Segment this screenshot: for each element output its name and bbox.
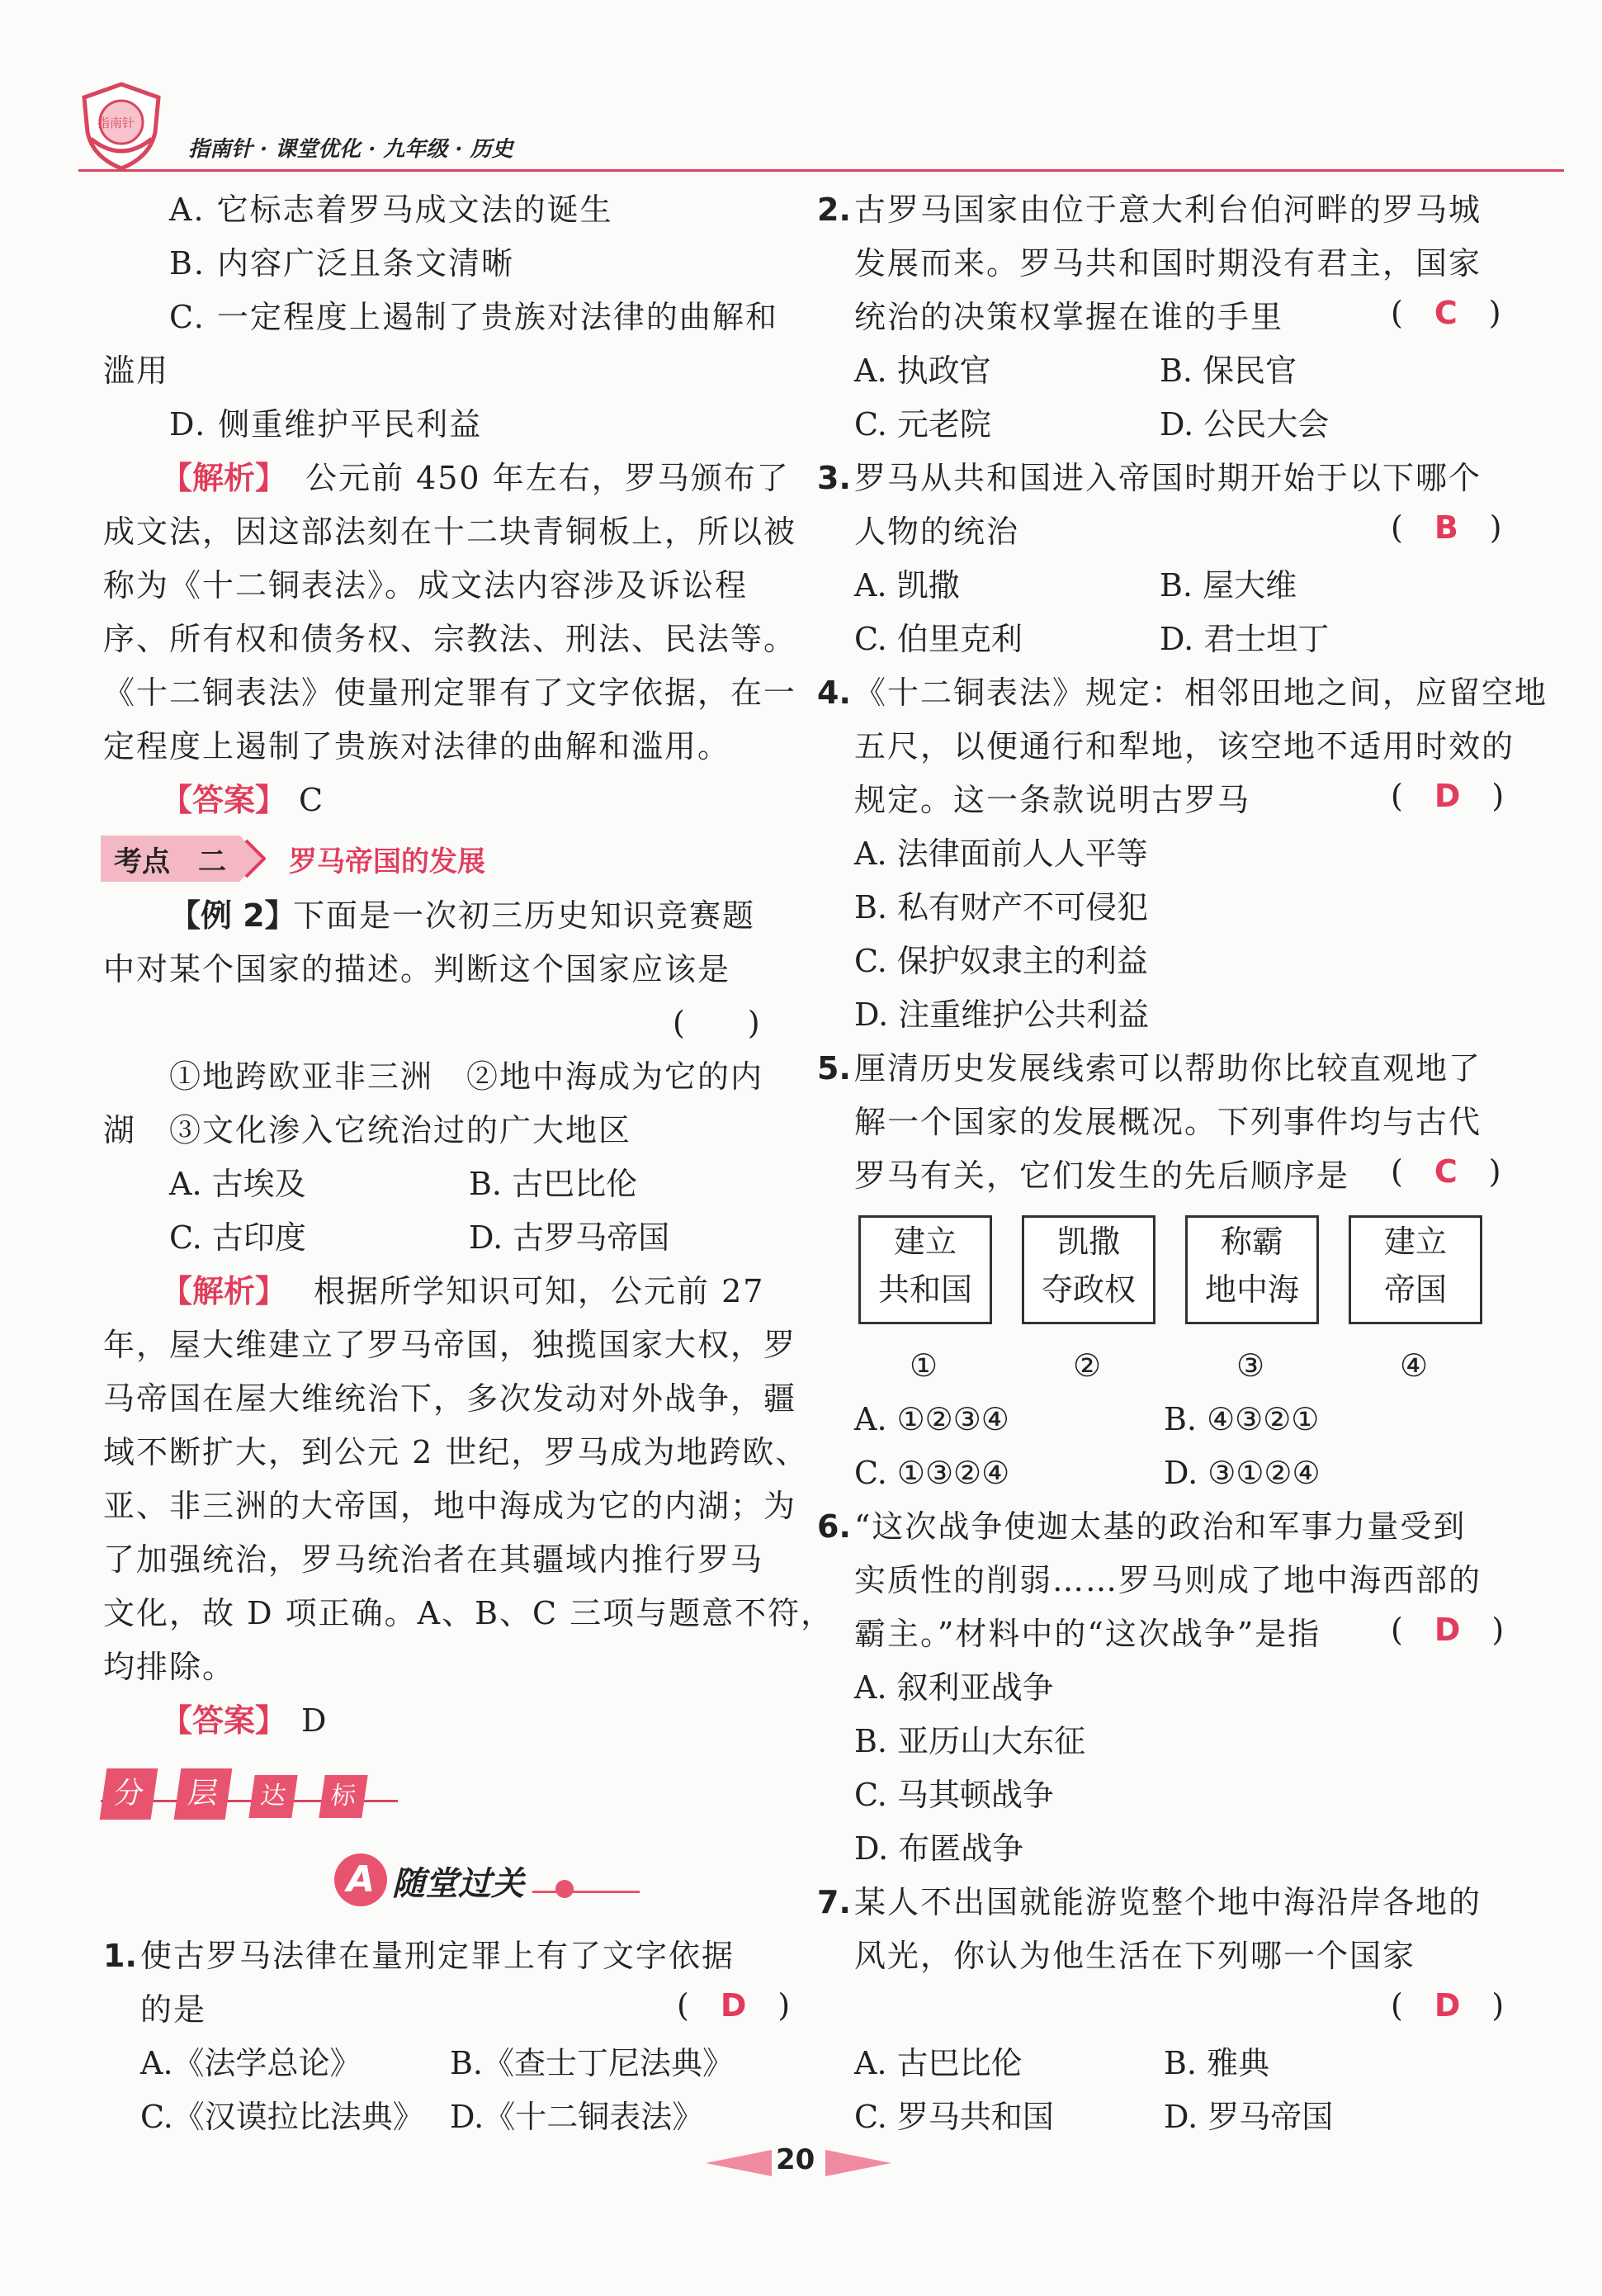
q6-line: 实质性的削弱……罗马则成了地中海西部的 [854,1562,1482,1598]
prev-option-c: C. 一定程度上遏制了贵族对法律的曲解和 [169,299,778,335]
q5-option-b: B. ④③②① [1164,1401,1320,1437]
q5-option-a: A. ①②③④ [854,1401,1009,1437]
q4-number: 4. [817,675,851,711]
timeline-box-line: 地中海 [1204,1271,1299,1308]
timeline-box-line: 共和国 [877,1271,972,1308]
q2-option-b: B. 保民官 [1160,353,1297,389]
q5-answer: C [1434,1153,1458,1190]
q2-answer-paren: ( C ) [1391,295,1501,331]
q7-line: 某人不出国就能游览整个地中海沿岸各地的 [854,1884,1482,1920]
q1-answer: D [720,1987,747,2024]
page-number: 20 [776,2143,815,2176]
tier-char: 标 [319,1775,367,1818]
q3-line: 人物的统治 [854,514,1020,550]
q3-answer-paren: ( B ) [1391,509,1502,546]
q5-line: 厘清历史发展线索可以帮助你比较直观地了 [854,1050,1482,1086]
q5-answer-paren: ( C ) [1391,1153,1501,1190]
q5-line: 罗马有关，它们发生的先后顺序是 [854,1157,1350,1194]
timeline-mark: ④ [1400,1347,1429,1384]
analysis-line: 文化，故 D 项正确。A、B、C 三项与题意不符， [103,1595,834,1631]
q6-line: 霸主。”材料中的“这次战争”是指 [854,1616,1321,1652]
example-option-d: D. 古罗马帝国 [469,1219,670,1256]
q2-option-d: D. 公民大会 [1160,406,1330,443]
q3-line: 罗马从共和国进入帝国时期开始于以下哪个 [854,460,1482,496]
section-letter-badge: A [334,1853,387,1906]
q4-option-a: A. 法律面前人人平等 [854,836,1148,872]
example-item-line: 湖 ③文化渗入它统治过的广大地区 [103,1112,632,1148]
q4-option-d: D. 注重维护公共利益 [854,997,1150,1033]
prev-option-d: D. 侧重维护平民利益 [169,406,483,443]
timeline-box-line: 夺政权 [1041,1271,1136,1308]
q1-option-c: C.《汉谟拉比法典》 [140,2099,424,2135]
example-line: 下面是一次初三历史知识竞赛题 [293,897,756,934]
analysis-line: 称为《十二铜表法》。成文法内容涉及诉讼程 [103,567,749,604]
q6-number: 6. [817,1508,851,1545]
kaodian-label: 考点 [114,845,170,878]
q4-line: 规定。这一条款说明古罗马 [854,782,1251,818]
analysis-label: 【解析】 [161,460,287,496]
q2-line: 发展而来。罗马共和国时期没有君主，国家 [854,245,1482,282]
q1-line: 的是 [140,1991,207,2028]
timeline-box-line: 建立 [893,1224,957,1260]
q1-answer-paren: ( D ) [677,1987,791,2024]
q2-number: 2. [817,192,851,228]
analysis-line: 域不断扩大，到公元 2 世纪，罗马成为地跨欧、 [103,1434,809,1470]
q1-line: 使古罗马法律在量刑定罪上有了文字依据 [140,1938,735,1974]
q7-number: 7. [817,1884,851,1920]
section-underline [532,1891,640,1893]
example-option-c: C. 古印度 [169,1219,306,1256]
q1-option-b: B.《查士丁尼法典》 [450,2045,735,2081]
q1-number: 1. [103,1938,137,1974]
q2-answer: C [1434,295,1458,331]
answer-label: 【答案】 [161,1702,287,1739]
timeline-box-line: 称霸 [1220,1224,1283,1260]
timeline-box-line: 建立 [1383,1224,1447,1260]
example-item-line: ①地跨欧亚非三洲 ②地中海成为它的内 [169,1058,764,1095]
q6-option-d: D. 布匿战争 [854,1830,1024,1867]
timeline-box [858,1215,992,1324]
answer-value: D [301,1702,327,1739]
q2-line: 古罗马国家由位于意大利台伯河畔的罗马城 [854,192,1482,228]
section-title: 随堂过关 [392,1864,524,1903]
q1-option-d: D.《十二铜表法》 [450,2099,704,2135]
example-line: 中对某个国家的描述。判断这个国家应该是 [103,951,731,987]
example-label: 【例 2】 [169,897,296,934]
q3-option-d: D. 君士坦丁 [1160,621,1330,657]
q2-option-c: C. 元老院 [854,406,991,443]
answer-value: C [299,782,324,818]
q5-option-d: D. ③①②④ [1164,1455,1321,1491]
tier-char: 层 [174,1768,233,1820]
analysis-line: 序、所有权和债务权、宗教法、刑法、民法等。 [103,621,797,657]
analysis-line: 年，屋大维建立了罗马帝国，独揽国家大权，罗 [103,1327,797,1363]
answer-label: 【答案】 [161,782,287,818]
prev-option-c-cont: 滥用 [103,353,170,389]
q7-option-d: D. 罗马帝国 [1164,2099,1334,2135]
left-arrow-icon [706,2147,772,2180]
q7-option-b: B. 雅典 [1164,2045,1270,2081]
tier-char: 达 [248,1775,297,1818]
q6-option-b: B. 亚历山大东征 [854,1723,1086,1759]
series-title: 指南针 · 课堂优化 · 九年级 · 历史 [188,137,513,162]
prev-option-b: B. 内容广泛且条文清晰 [169,245,515,282]
analysis-label: 【解析】 [161,1273,287,1309]
q4-option-b: B. 私有财产不可侵犯 [854,889,1149,926]
q4-option-c: C. 保护奴隶主的利益 [854,943,1148,979]
q7-option-c: C. 罗马共和国 [854,2099,1054,2135]
analysis-line: 定程度上遏制了贵族对法律的曲解和滥用。 [103,728,731,765]
kaodian-title: 罗马帝国的发展 [289,845,485,878]
q3-option-a: A. 凯撒 [854,567,960,604]
section-dot-icon [555,1880,574,1898]
q7-answer: D [1434,1987,1461,2024]
timeline-box [1349,1215,1482,1324]
timeline-box [1185,1215,1319,1324]
q2-option-a: A. 执政官 [854,353,991,389]
q3-option-c: C. 伯里克利 [854,621,1023,657]
q6-answer-paren: ( D ) [1391,1612,1505,1648]
analysis-line: 了加强统治，罗马统治者在其疆域内推行罗马 [103,1541,764,1578]
q4-line: 五尺，以便通行和犁地，该空地不适用时效的 [854,728,1515,765]
analysis-line: 公元前 450 年左右，罗马颁布了 [305,460,790,496]
tier-char: 分 [100,1768,158,1820]
q6-line: “这次战争使迦太基的政治和军事力量受到 [854,1508,1467,1545]
analysis-line: 均排除。 [103,1649,236,1685]
q4-answer-paren: ( D ) [1391,778,1505,814]
q6-answer: D [1434,1612,1461,1648]
q7-answer-paren: ( D ) [1391,1987,1505,2024]
example-answer-paren: ( ) [673,1005,760,1041]
q6-option-c: C. 马其顿战争 [854,1777,1054,1813]
timeline-mark: ③ [1236,1347,1265,1384]
header-divider [78,169,1564,172]
timeline-box-line: 凯撒 [1056,1224,1120,1260]
example-option-b: B. 古巴比伦 [469,1166,638,1202]
analysis-line: 根据所学知识可知，公元前 27 [314,1273,765,1309]
timeline-mark: ② [1073,1347,1102,1384]
q5-line: 解一个国家的发展概况。下列事件均与古代 [854,1104,1482,1140]
logo-text: 指南针 [97,116,135,130]
q3-answer: B [1434,509,1458,546]
q5-number: 5. [817,1050,851,1086]
timeline-mark: ① [910,1347,938,1384]
q5-option-c: C. ①③②④ [854,1455,1010,1491]
q1-option-a: A.《法学总论》 [140,2045,362,2081]
example-option-a: A. 古埃及 [169,1166,306,1202]
right-arrow-icon [825,2147,891,2180]
analysis-line: 成文法，因这部法刻在十二块青铜板上，所以被 [103,514,797,550]
q6-option-a: A. 叙利亚战争 [854,1669,1054,1706]
q7-option-a: A. 古巴比伦 [854,2045,1023,2081]
timeline-box [1022,1215,1155,1324]
timeline-box-line: 帝国 [1383,1271,1447,1308]
analysis-line: 马帝国在屋大维统治下，多次发动对外战争，疆 [103,1380,797,1417]
q7-line: 风光，你认为他生活在下列哪一个国家 [854,1938,1416,1974]
kaodian-number: 二 [198,845,226,878]
q4-answer: D [1434,778,1461,814]
q2-line: 统治的决策权掌握在谁的手里 [854,299,1284,335]
q4-line: 《十二铜表法》规定：相邻田地之间，应留空地 [854,675,1548,711]
q3-option-b: B. 屋大维 [1160,567,1297,604]
analysis-line: 亚、非三洲的大帝国，地中海成为它的内湖；为 [103,1488,797,1524]
q3-number: 3. [817,460,851,496]
analysis-line: 《十二铜表法》使量刑定罪有了文字依据，在一 [103,675,797,711]
prev-option-a: A. 它标志着罗马成文法的诞生 [169,192,613,228]
